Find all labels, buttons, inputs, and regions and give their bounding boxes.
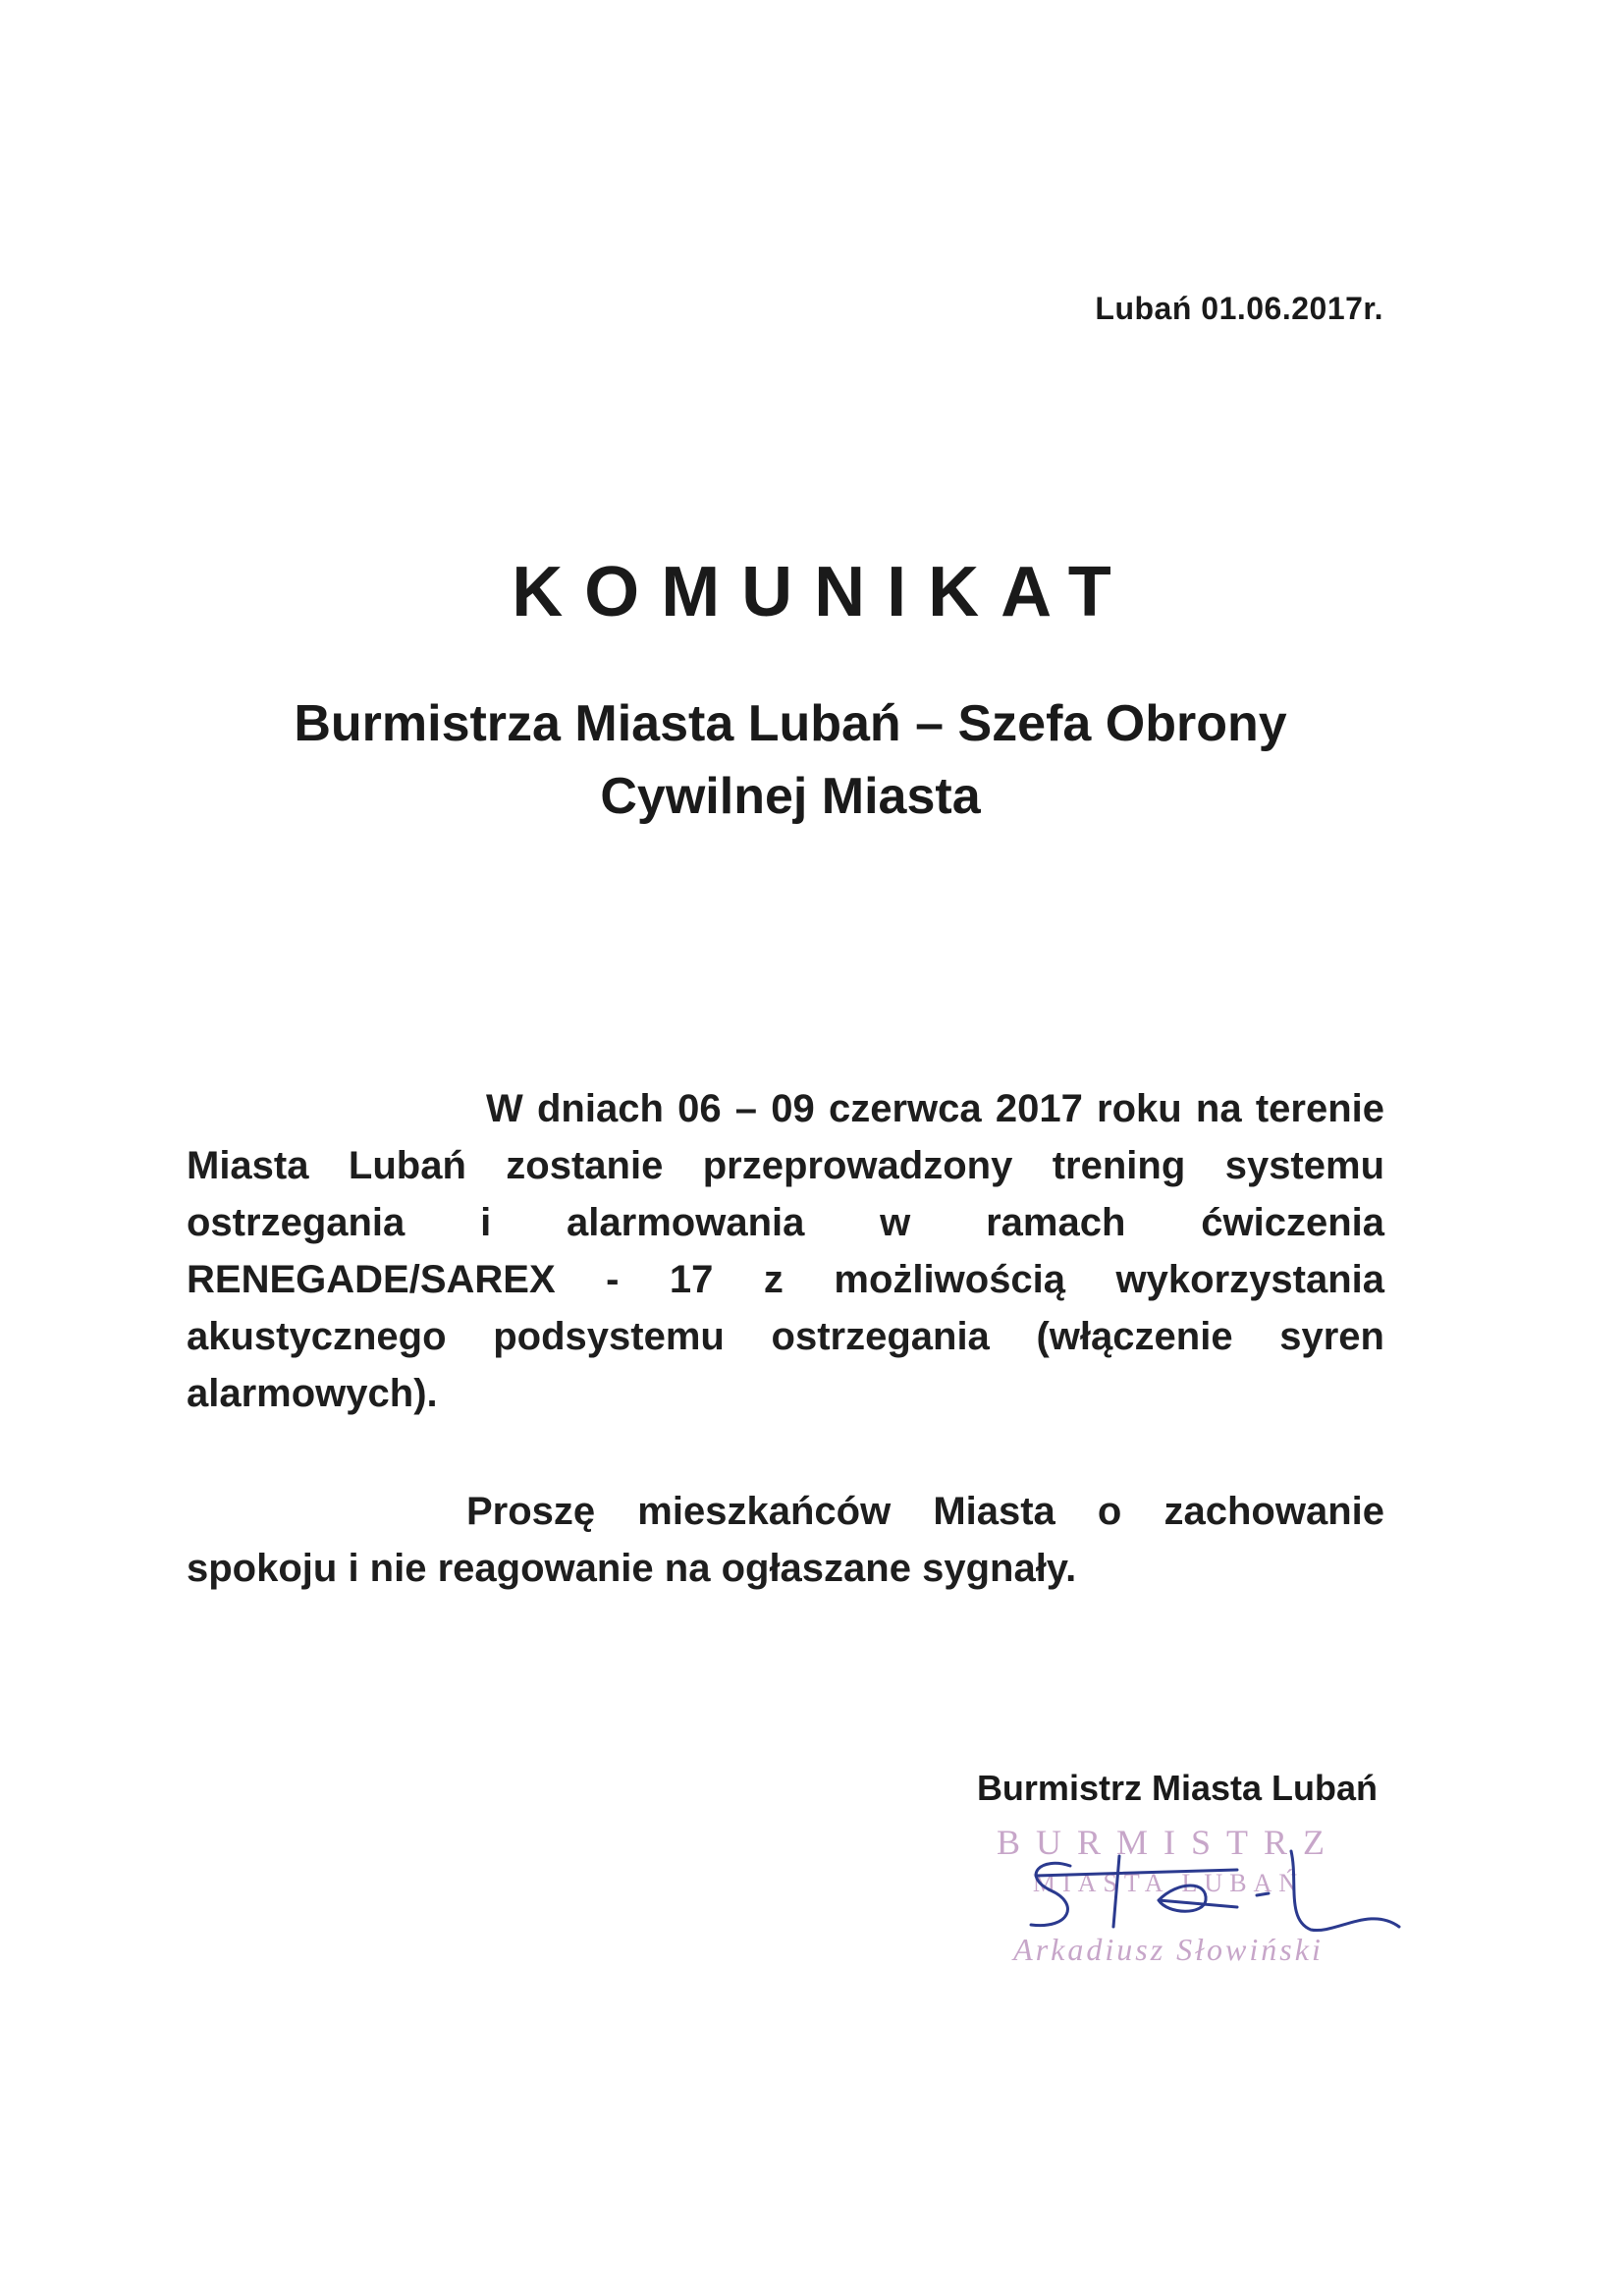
document-date: Lubań 01.06.2017r. bbox=[1095, 291, 1383, 326]
signature-stroke-dash bbox=[1257, 1893, 1269, 1895]
stamp-line-title: BURMISTRZ bbox=[996, 1823, 1341, 1862]
document-body bbox=[187, 1080, 1384, 1597]
body-paragraph-1: W dniach 06 – 09 czerwca 2017 roku na terenie Miasta Lubań zostanie przeprowadzony trening systemu ostrzegania i alarmowania w ramach ćwiczenia RENEGADE/SAREX - 17 z możliwością wykorzystania akustycznego podsystemu ostrzegania (włączenie syren alarmowych). bbox=[187, 1087, 1384, 1415]
stamp-line-name: Arkadiusz Słowiński bbox=[1013, 1932, 1324, 1967]
document-subtitle bbox=[157, 687, 1424, 833]
signatory-title: Burmistrz Miasta Lubań bbox=[976, 1768, 1378, 1808]
handwritten-signature bbox=[1011, 1836, 1404, 1954]
subtitle-line-2: Cywilnej Miasta bbox=[600, 768, 981, 825]
stamp-line-office: MIASTA LUBAŃ bbox=[1032, 1869, 1305, 1897]
signature-stroke-tail bbox=[1291, 1851, 1399, 1931]
signature-stroke-s bbox=[1031, 1863, 1070, 1925]
body-paragraph-2: Proszę mieszkańców Miasta o zachowanie spokoju i nie reagowanie na ogłaszane sygnały. bbox=[187, 1490, 1384, 1590]
signature-stroke-o bbox=[1159, 1886, 1237, 1911]
signature-strokes bbox=[1031, 1851, 1399, 1931]
signature-stroke-cross bbox=[1036, 1870, 1237, 1876]
signature-stroke-l bbox=[1113, 1856, 1119, 1927]
subtitle-line-1: Burmistrza Miasta Lubań – Szefa Obrony bbox=[294, 695, 1287, 752]
document-title: KOMUNIKAT bbox=[512, 553, 1133, 631]
